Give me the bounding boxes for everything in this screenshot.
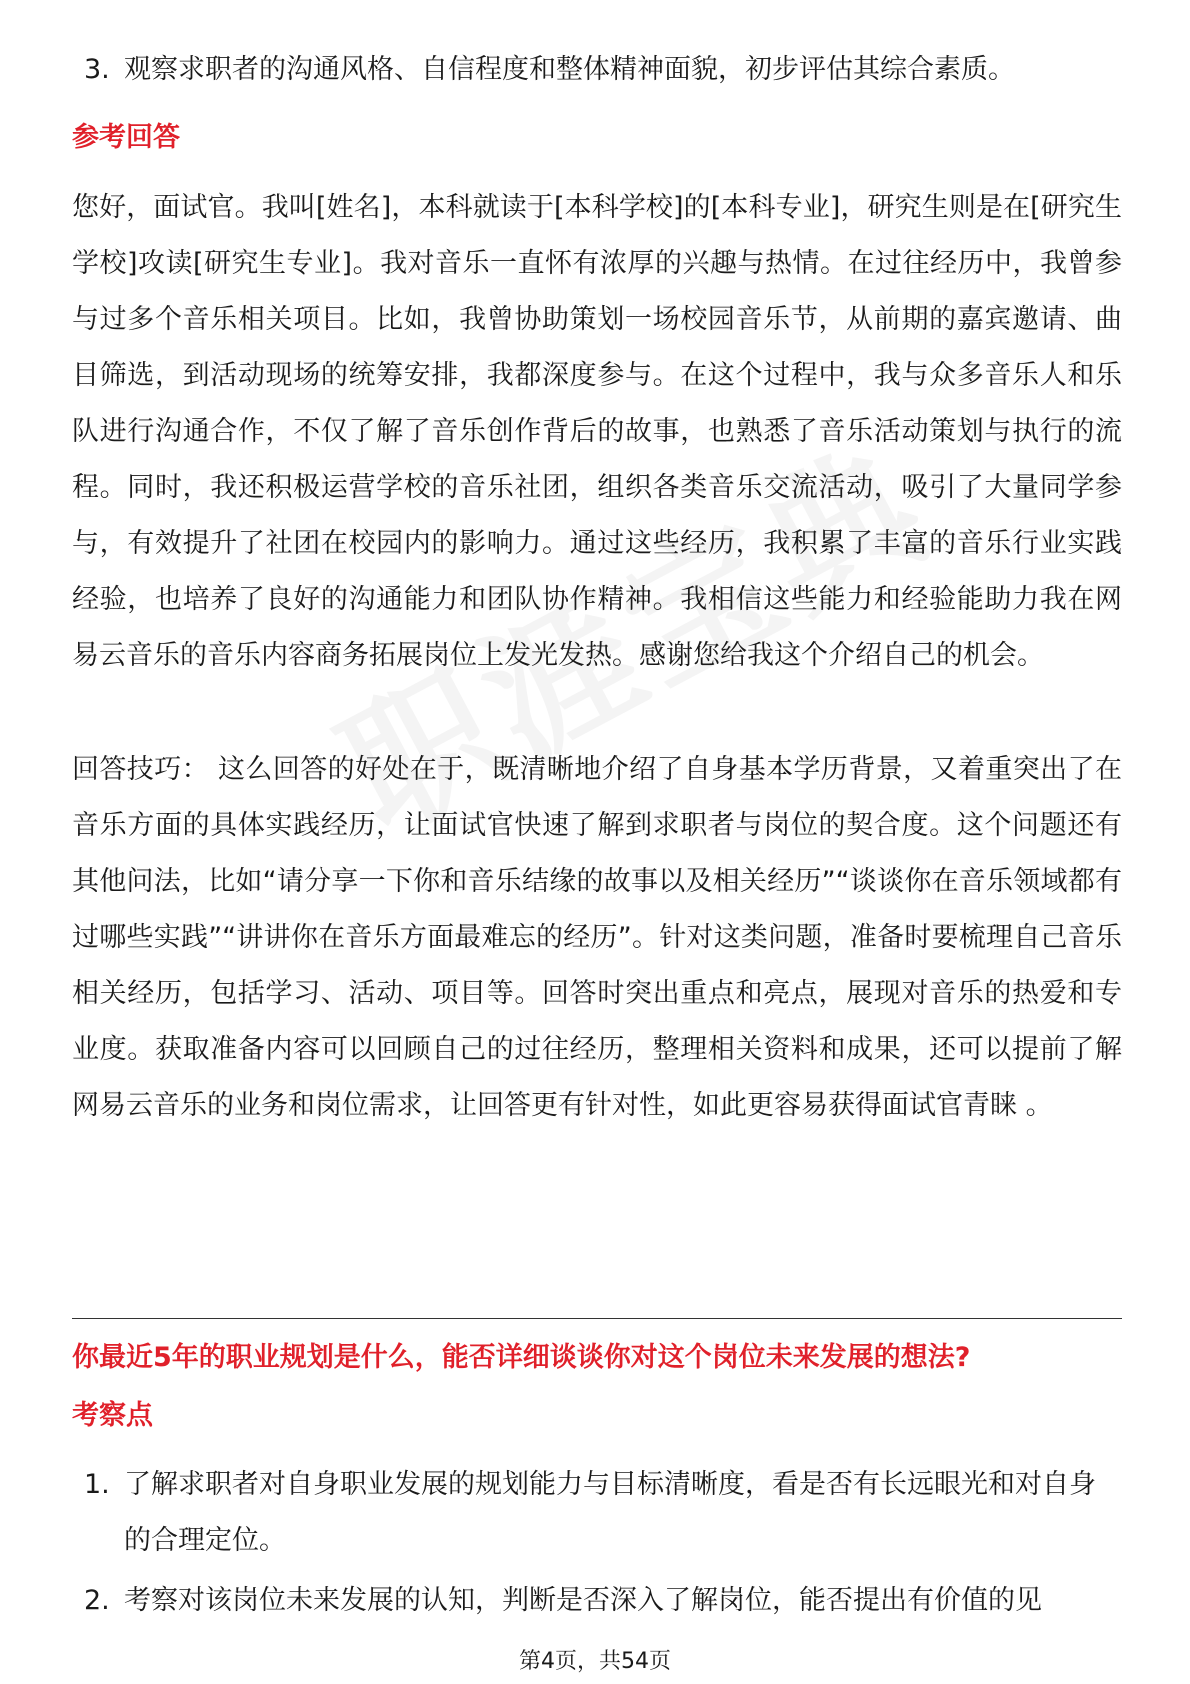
examination-points-heading: 考察点 <box>72 1400 153 1431</box>
list-item <box>84 42 1114 98</box>
list-item-number: 2. <box>84 1585 110 1616</box>
list-item-text: 考察对该岗位未来发展的认知，判断是否深入了解岗位，能否提出有价值的见 <box>124 1585 1042 1616</box>
list-item <box>84 1573 1114 1629</box>
list-item <box>84 1457 1114 1569</box>
section-divider <box>72 1318 1122 1319</box>
list-item-number: 3. <box>84 54 110 85</box>
list-item-text: 了解求职者对自身职业发展的规划能力与目标清晰度，看是否有长远眼光和对自身的合理定位。 <box>124 1469 1096 1556</box>
answer-tips-text: 回答技巧： 这么回答的好处在于，既清晰地介绍了自身基本学历背景，又着重突出了在音乐方面的具体实践经历，让面试官快速了解到求职者与岗位的契合度。这个问题还有其他问法，比如“请分享一下你和音乐结缘的故事以及相关经历”“谈谈你在音乐领域都有过哪些实践”“讲讲你在音乐方面最难忘的经历”。针对这类问题，准备时要梳理自己音乐相关经历，包括学习、活动、项目等。回答时突出重点和亮点，展现对音乐的热爱和专业度。获取准备内容可以回顾自己的过往经历，整理相关资料和成果，还可以提前了解网易云音乐的业务和岗位需求，让回答更有针对性，如此更容易获得面试官青睐 。 <box>72 754 1122 1121</box>
list-item-text: 观察求职者的沟通风格、自信程度和整体精神面貌，初步评估其综合素质。 <box>124 54 1015 85</box>
page-number: 第4页，共54页 <box>519 1649 671 1674</box>
reference-answer-heading: 参考回答 <box>72 122 180 153</box>
question-title: 你最近5年的职业规划是什么，能否详细谈谈你对这个岗位未来发展的想法? <box>72 1342 971 1373</box>
reference-answer-text: 您好，面试官。我叫[姓名]，本科就读于[本科学校]的[本科专业]，研究生则是在[研究生学校]攻读[研究生专业]。我对音乐一直怀有浓厚的兴趣与热情。在过往经历中，我曾参与过多个音乐相关项目。比如，我曾协助策划一场校园音乐节，从前期的嘉宾邀请、曲目筛选，到活动现场的统筹安排，我都深度参与。在这个过程中，我与众多音乐人和乐队进行沟通合作，不仅了解了音乐创作背后的故事，也熟悉了音乐活动策划与执行的流程。同时，我还积极运营学校的音乐社团，组织各类音乐交流活动，吸引了大量同学参与，有效提升了社团在校园内的影响力。通过这些经历，我积累了丰富的音乐行业实践经验，也培养了良好的沟通能力和团队协作精神。我相信这些能力和经验能助力我在网易云音乐的音乐内容商务拓展岗位上发光发热。感谢您给我这个介绍自己的机会。 <box>72 192 1122 671</box>
list-item-number: 1. <box>84 1469 110 1500</box>
